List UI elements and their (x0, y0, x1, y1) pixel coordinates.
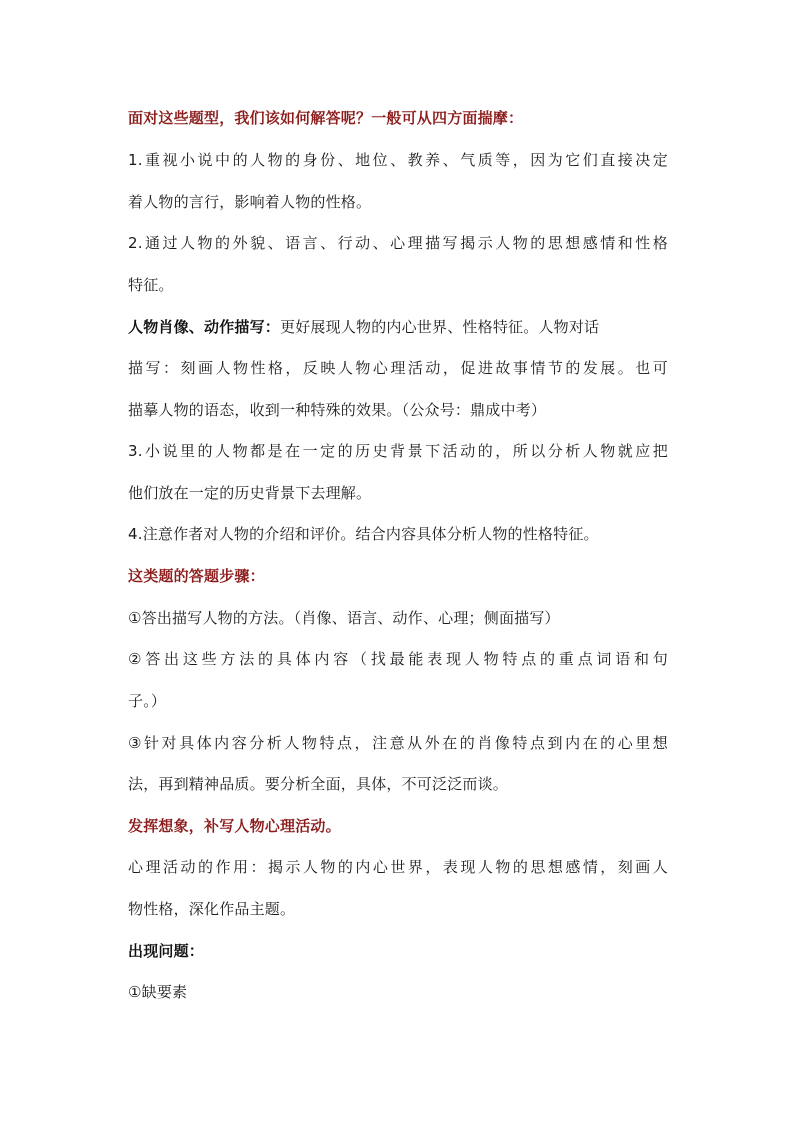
paragraph-6-line-1: 心理活动的作用：揭示人物的内心世界，表现人物的思想感情，刻画人 (128, 858, 668, 876)
paragraph-4-line-2: 他们放在一定的历史背景下去理解。 (128, 484, 372, 502)
problem-item-1: ①缺要素 (128, 983, 188, 1001)
paragraph-3-label: 人物肖像、动作描写： (128, 318, 281, 336)
paragraph-5-line-1: 4.注意作者对人物的介绍和评价。结合内容具体分析人物的性格特征。 (128, 525, 599, 543)
step-2-line-2: 子。） (128, 692, 167, 710)
paragraph-3-line-2: 描写：刻画人物性格，反映人物心理活动，促进故事情节的发展。也可 (128, 359, 668, 377)
section-heading-imagination: 发挥想象，补写人物心理活动。 (128, 817, 341, 835)
step-3-line-2: 法，再到精神品质。要分析全面，具体，不可泛泛而谈。 (128, 775, 509, 793)
paragraph-3-line-1 (128, 317, 668, 337)
paragraph-1-line-2: 着人物的言行，影响着人物的性格。 (128, 193, 372, 211)
paragraph-1-line-1: 1.重视小说中的人物的身份、地位、教养、气质等，因为它们直接决定 (128, 151, 668, 169)
step-1: ①答出描写人物的方法。（肖像、语言、动作、心理；侧面描写） (128, 609, 560, 627)
section-heading-problems: 出现问题： (128, 942, 205, 960)
paragraph-3-line-1-text: 更好展现人物的内心世界、性格特征。人物对话 (280, 318, 600, 336)
paragraph-6-line-2: 物性格，深化作品主题。 (128, 900, 296, 918)
section-heading-steps: 这类题的答题步骤： (128, 567, 265, 585)
section-heading-approach: 面对这些题型，我们该如何解答呢？一般可从四方面揣摩： (128, 109, 524, 127)
paragraph-3-line-3: 描摹人物的语态，收到一种特殊的效果。（公众号：鼎成中考） (128, 401, 547, 419)
paragraph-2-line-1: 2.通过人物的外貌、语言、行动、心理描写揭示人物的思想感情和性格 (128, 234, 668, 252)
step-2-line-1: ②答出这些方法的具体内容（找最能表现人物特点的重点词语和句 (128, 650, 668, 668)
step-3-line-1: ③针对具体内容分析人物特点，注意从外在的肖像特点到内在的心里想 (128, 734, 668, 752)
paragraph-4-line-1: 3.小说里的人物都是在一定的历史背景下活动的，所以分析人物就应把 (128, 442, 668, 460)
paragraph-2-line-2: 特征。 (128, 276, 174, 294)
